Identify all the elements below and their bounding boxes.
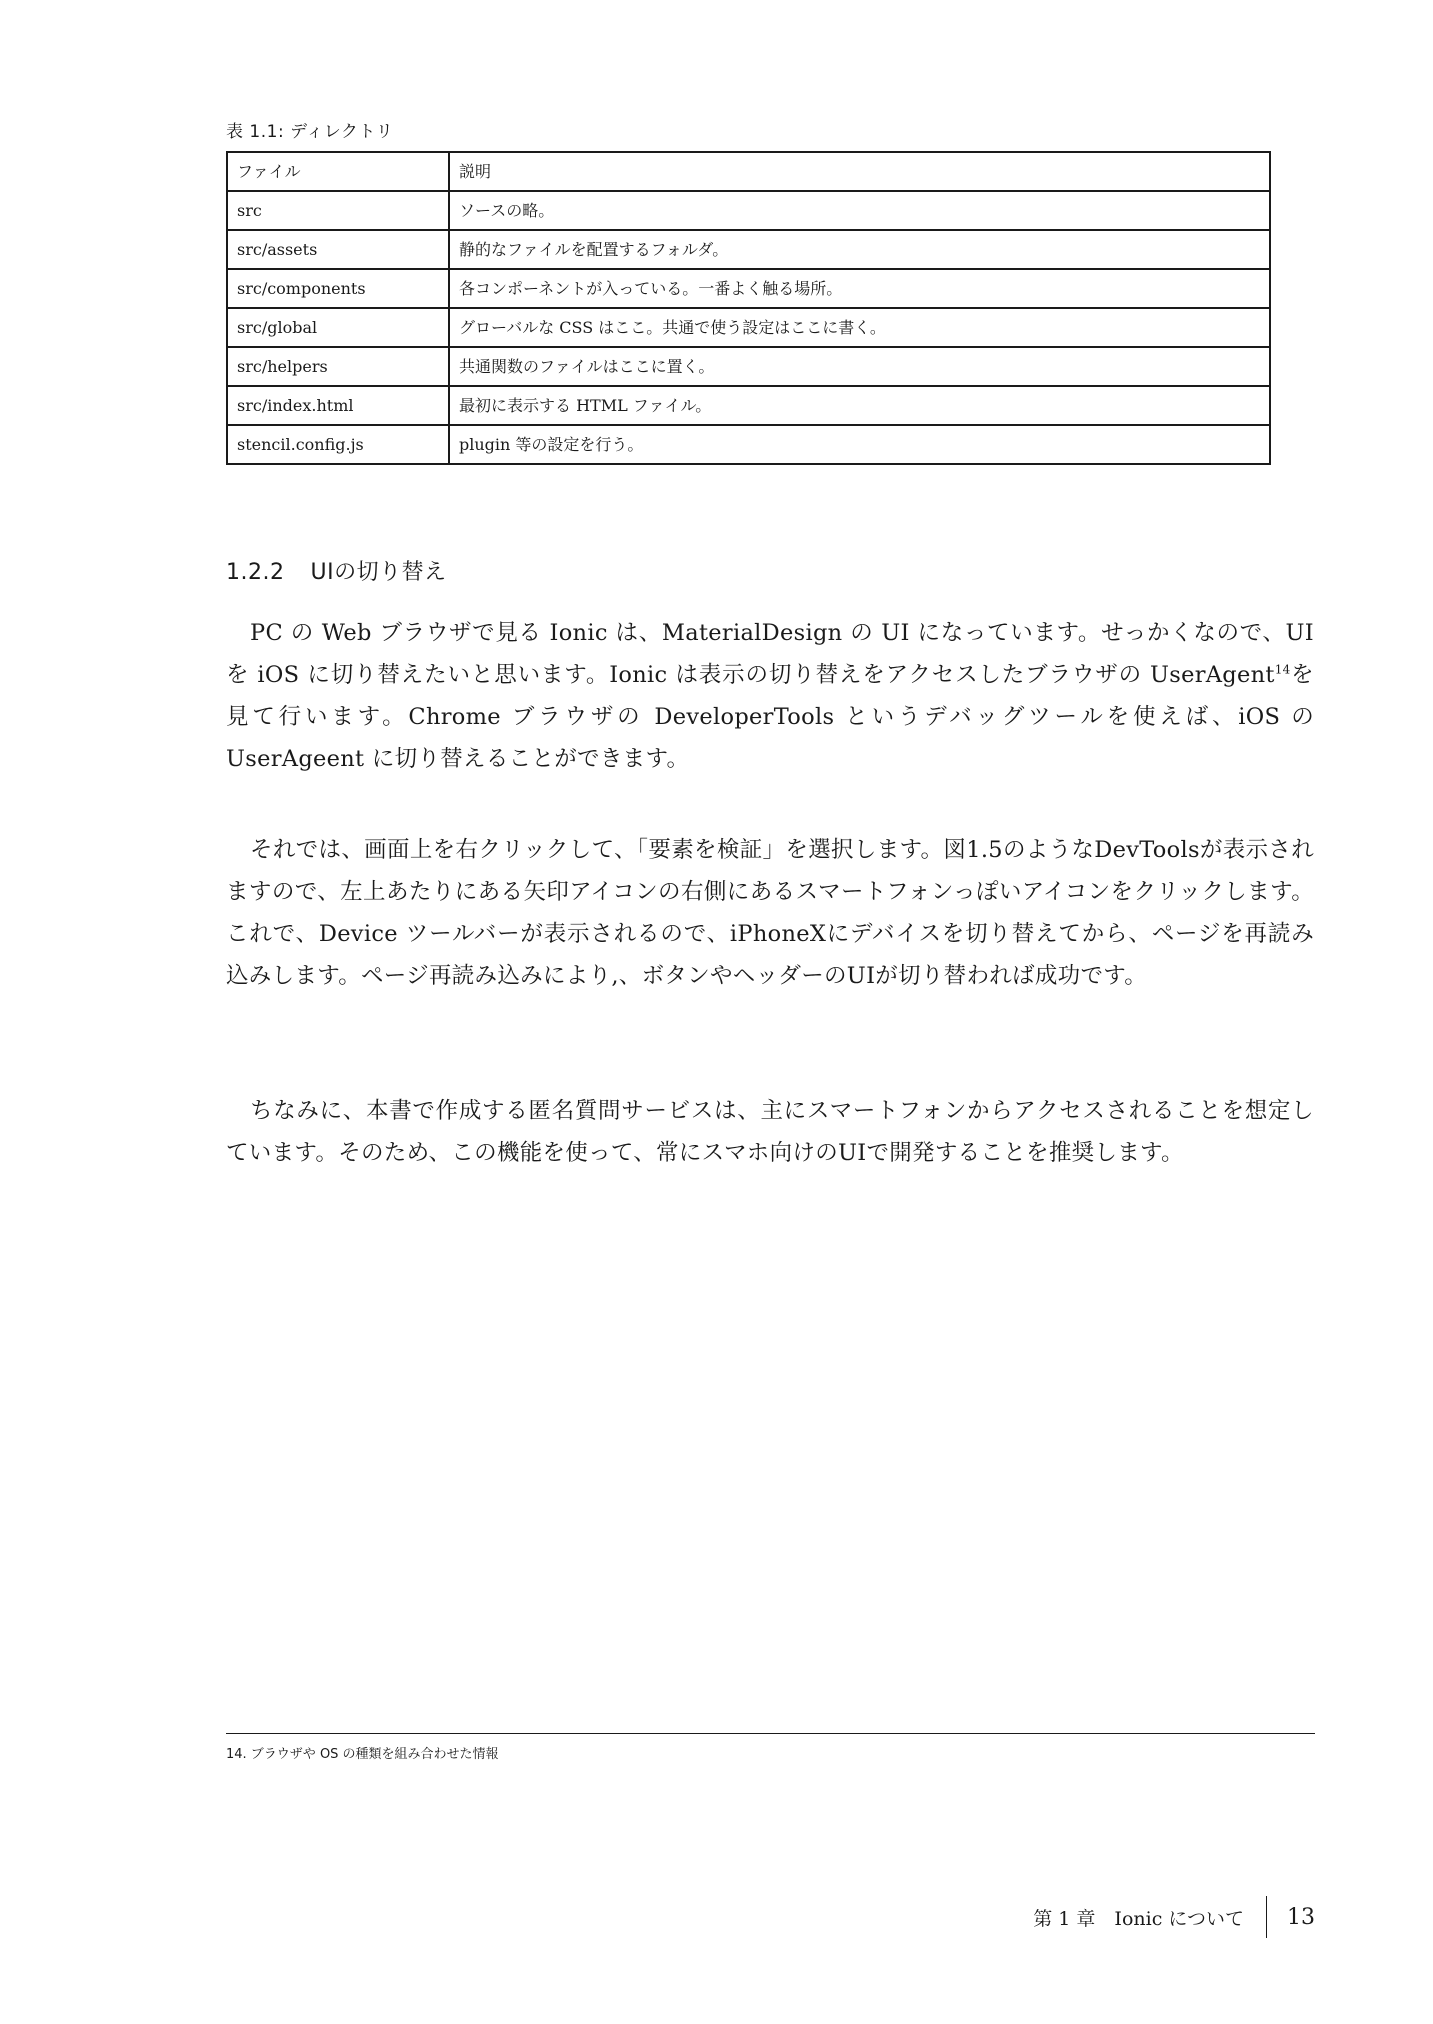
body-paragraph: それでは、画面上を右クリックして、「要素を検証」を選択します。図1.5のようなDevToolsが表示されますので、左上あたりにある矢印アイコンの右側にあるスマートフォンっぽいアイコンをクリックします。これで、Device ツールバーが表示されるので、iPhoneXにデバイスを切り替えてから、ページを再読み込みします。ページ再読み込みにより,、ボタンやヘッダーのUIが切り替われば成功です。	[226, 837, 1314, 989]
paragraph-text: PC の Web ブラウザで見る Ionic は、MaterialDesign の UI になっています。せっかくなので、UI を iOS に切り替えたいと思います。Ionic は表示の切り替えをアクセスしたブラウザの UserAgent	[226, 620, 1314, 688]
table-cell-path: stencil.config.js	[227, 425, 449, 464]
page-footer	[1033, 1896, 1315, 1938]
table-row	[227, 191, 1270, 230]
section-heading	[226, 555, 447, 586]
body-paragraph	[226, 612, 1314, 780]
page-number: 13	[1287, 1904, 1315, 1930]
table-cell-description: plugin 等の設定を行う。	[449, 425, 1270, 464]
paragraph-text: を見て行います。Chrome ブラウザの DeveloperTools というデバッグツールを使えば、iOS の UserAgeent に切り替えることができます。	[226, 662, 1314, 772]
table-cell-path: src/global	[227, 308, 449, 347]
table-header-cell: ファイル	[227, 152, 449, 191]
table-row	[227, 230, 1270, 269]
section-number: 1.2.2	[226, 560, 285, 585]
table-cell-description: 共通関数のファイルはここに置く。	[449, 347, 1270, 386]
table-cell-description: 各コンポーネントが入っている。一番よく触る場所。	[449, 269, 1270, 308]
table-header-cell: 説明	[449, 152, 1270, 191]
table-row	[227, 347, 1270, 386]
table-row	[227, 386, 1270, 425]
table-cell-path: src/components	[227, 269, 449, 308]
footnote-marker[interactable]: 14	[1274, 662, 1291, 677]
table-cell-description: 静的なファイルを配置するフォルダ。	[449, 230, 1270, 269]
table-row	[227, 269, 1270, 308]
directory-table	[226, 151, 1271, 465]
footer-divider	[1266, 1896, 1267, 1938]
section-title: UIの切り替え	[310, 560, 447, 585]
table-cell-path: src/assets	[227, 230, 449, 269]
table-cell-description: ソースの略。	[449, 191, 1270, 230]
table-row	[227, 425, 1270, 464]
table-row	[227, 308, 1270, 347]
table-cell-path: src	[227, 191, 449, 230]
body-paragraph: ちなみに、本書で作成する匿名質問サービスは、主にスマートフォンからアクセスされることを想定しています。そのため、この機能を使って、常にスマホ向けのUIで開発することを推奨します。	[226, 1098, 1314, 1166]
table-cell-path: src/helpers	[227, 347, 449, 386]
running-chapter-title: 第 1 章 Ionic について	[1033, 1907, 1244, 1930]
table-cell-description: 最初に表示する HTML ファイル。	[449, 386, 1270, 425]
table-caption: 表 1.1: ディレクトリ	[226, 122, 394, 142]
footnote: 14. ブラウザや OS の種類を組み合わせた情報	[226, 1747, 499, 1762]
table-cell-path: src/index.html	[227, 386, 449, 425]
table-header-row	[227, 152, 1270, 191]
footnote-divider	[226, 1733, 1315, 1734]
table-cell-description: グローバルな CSS はここ。共通で使う設定はここに書く。	[449, 308, 1270, 347]
